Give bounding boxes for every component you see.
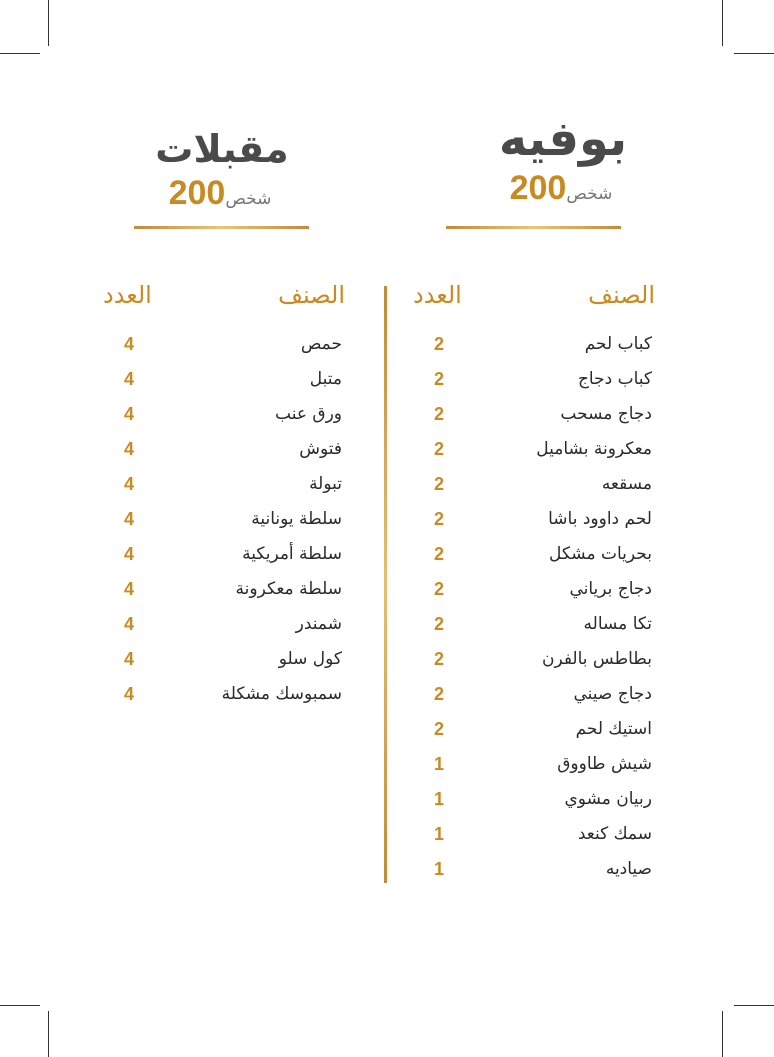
crop-mark-bottom-left-vertical [48, 1011, 49, 1057]
buffet-item-qty: 2 [433, 334, 444, 354]
appetizers-item-name: سلطة يونانية [251, 509, 342, 529]
appetizers-item-qty: 4 [123, 439, 134, 459]
buffet-item-qty: 1 [433, 859, 444, 879]
appetizers-item-row [75, 579, 385, 614]
appetizers-item-name: شمندر [295, 614, 342, 634]
buffet-item-qty: 2 [433, 684, 444, 704]
buffet-item-name: معكرونة بشاميل [536, 439, 652, 459]
column-divider [384, 286, 387, 883]
crop-mark-top-right-vertical [722, 0, 723, 46]
buffet-col-item-header: الصنف [588, 281, 655, 309]
crop-mark-top-right-horizontal [734, 53, 774, 54]
crop-mark-bottom-left-horizontal [0, 1005, 40, 1006]
buffet-item-row [385, 579, 695, 614]
buffet-item-row [385, 789, 695, 824]
buffet-item-qty: 2 [433, 544, 444, 564]
appetizers-item-row [75, 684, 385, 719]
buffet-item-row [385, 544, 695, 579]
buffet-guest-number: 200 [509, 169, 567, 207]
buffet-item-name: صياديه [605, 859, 652, 879]
crop-mark-top-left-horizontal [0, 53, 40, 54]
buffet-item-name: دجاج برياني [569, 579, 652, 599]
buffet-item-qty: 2 [433, 439, 444, 459]
appetizers-item-row [75, 439, 385, 474]
appetizers-item-qty: 4 [123, 649, 134, 669]
appetizers-item-qty: 4 [123, 544, 134, 564]
appetizers-item-name: سلطة أمريكية [242, 544, 342, 564]
buffet-item-name: دجاج صيني [573, 684, 652, 704]
buffet-item-name: بطاطس بالفرن [541, 649, 652, 669]
buffet-guest-count [445, 169, 681, 208]
appetizers-item-qty: 4 [123, 334, 134, 354]
buffet-item-row [385, 474, 695, 509]
buffet-item-qty: 2 [433, 509, 444, 529]
appetizers-guest-unit: شخص [225, 189, 272, 209]
appetizers-item-qty: 4 [123, 404, 134, 424]
buffet-item-row [385, 509, 695, 544]
buffet-item-name: استيك لحم [575, 719, 652, 739]
crop-mark-bottom-right-vertical [722, 1011, 723, 1057]
appetizers-item-row [75, 334, 385, 369]
buffet-item-row [385, 614, 695, 649]
buffet-guest-unit: شخص [566, 184, 613, 204]
buffet-item-row [385, 334, 695, 369]
appetizers-header-rule [134, 226, 309, 229]
buffet-item-name: شيش طاووق [557, 754, 652, 774]
buffet-item-qty: 2 [433, 649, 444, 669]
appetizers-item-qty: 4 [123, 614, 134, 634]
appetizers-item-name: سلطة معكرونة [235, 579, 342, 599]
buffet-item-qty: 2 [433, 404, 444, 424]
appetizers-item-row [75, 474, 385, 509]
appetizers-col-item-header: الصنف [278, 281, 345, 309]
appetizers-item-name: سمبوسك مشكلة [221, 684, 342, 704]
buffet-item-qty: 2 [433, 579, 444, 599]
buffet-item-qty: 2 [433, 614, 444, 634]
appetizers-item-row [75, 369, 385, 404]
appetizers-item-qty: 4 [123, 684, 134, 704]
appetizers-item-name: تبولة [309, 474, 342, 494]
crop-mark-bottom-right-horizontal [734, 1005, 774, 1006]
buffet-item-name: دجاج مسحب [560, 404, 652, 424]
appetizers-item-row [75, 614, 385, 649]
buffet-item-row [385, 649, 695, 684]
appetizers-guest-count [135, 174, 309, 213]
appetizers-item-qty: 4 [123, 474, 134, 494]
appetizers-item-qty: 4 [123, 369, 134, 389]
appetizers-item-name: فتوش [299, 439, 342, 459]
buffet-item-row [385, 754, 695, 789]
buffet-item-row [385, 859, 695, 894]
buffet-item-qty: 1 [433, 754, 444, 774]
appetizers-guest-number: 200 [168, 174, 226, 212]
buffet-item-row [385, 369, 695, 404]
buffet-item-qty: 2 [433, 369, 444, 389]
buffet-header-rule [446, 226, 621, 229]
buffet-item-row [385, 684, 695, 719]
buffet-item-row [385, 439, 695, 474]
appetizers-item-name: متبل [309, 369, 342, 389]
appetizers-item-row [75, 649, 385, 684]
buffet-item-name: كباب لحم [584, 334, 652, 354]
appetizers-header [135, 115, 309, 213]
appetizers-item-qty: 4 [123, 579, 134, 599]
buffet-item-name: لحم داوود باشا [548, 509, 652, 529]
appetizers-item-row [75, 404, 385, 439]
buffet-item-row [385, 824, 695, 859]
buffet-item-name: ربيان مشوي [564, 789, 652, 809]
buffet-item-name: تكا مساله [583, 614, 652, 634]
buffet-item-qty: 1 [433, 824, 444, 844]
appetizers-item-row [75, 509, 385, 544]
appetizers-item-name: حمص [300, 334, 342, 354]
appetizers-item-qty: 4 [123, 509, 134, 529]
buffet-col-qty-header: العدد [413, 281, 462, 309]
appetizers-item-name: ورق عنب [275, 404, 342, 424]
appetizers-item-name: كول سلو [278, 649, 342, 669]
buffet-item-name: مسقعه [601, 474, 652, 494]
buffet-item-list [385, 334, 695, 894]
buffet-item-qty: 1 [433, 789, 444, 809]
buffet-item-qty: 2 [433, 474, 444, 494]
appetizers-item-list [75, 334, 385, 719]
buffet-item-row [385, 719, 695, 754]
buffet-item-name: بحريات مشكل [549, 544, 652, 564]
appetizers-item-row [75, 544, 385, 579]
buffet-item-name: سمك كنعد [577, 824, 652, 844]
appetizers-title: مقبلات [155, 127, 289, 171]
buffet-item-name: كباب دجاج [577, 369, 652, 389]
crop-mark-top-left-vertical [48, 0, 49, 46]
appetizers-col-qty-header: العدد [103, 281, 152, 309]
buffet-header [445, 111, 681, 208]
buffet-item-qty: 2 [433, 719, 444, 739]
buffet-item-row [385, 404, 695, 439]
buffet-title: بوفيه [498, 111, 628, 167]
